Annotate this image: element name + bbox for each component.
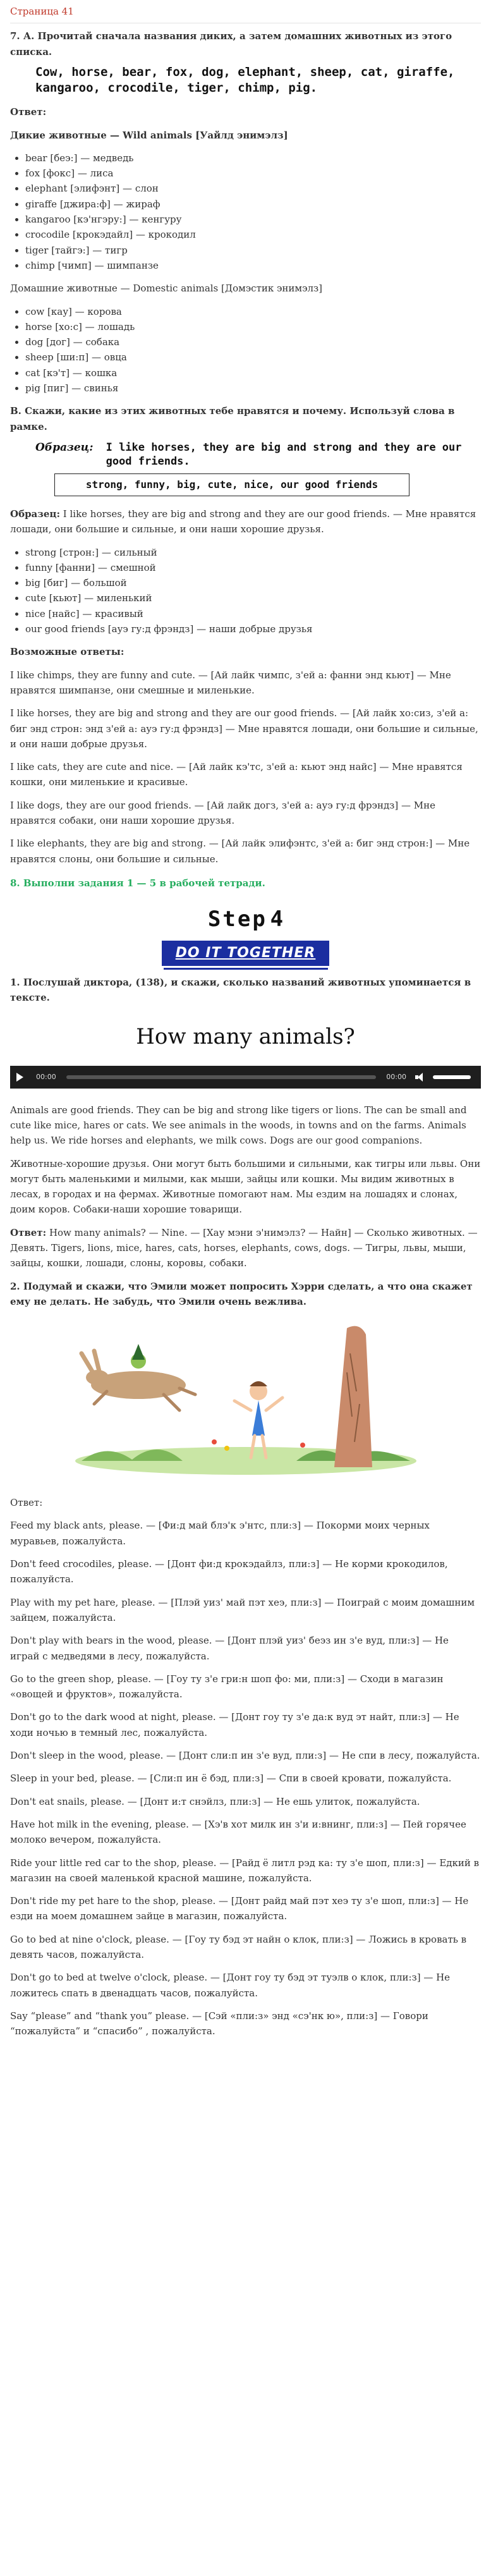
list-item: • bear [беэ:] — медведь <box>25 150 481 166</box>
list-item: • nice [найс] — красивый <box>25 606 481 621</box>
list-item: • giraffe [джира:ф] — жираф <box>25 197 481 212</box>
task2-line: Don't play with bears in the wood, please. — [Донт плэй уиз' беэз ин з'е вуд, пли:з] — Не играй с медведями в лесу, пожалуйста. <box>10 1635 449 1662</box>
page-number: Страница 41 <box>10 6 74 17</box>
possible-answer: I like cats, they are cute and nice. — [Ай лайк кэ'тс, з'ей а: кьют энд найс] — Мне нравятся кошки, они миленькие и красивые. <box>10 761 463 788</box>
task7-answer-label: Ответ: <box>10 106 47 118</box>
possible-answer: I like chimps, they are funny and cute. — [Ай лайк чимпс, з'ей а: фанни энд кьют] — Мне нравятся шимпанзе, они смешные и миленькие. <box>10 669 451 696</box>
banner-underline <box>164 968 328 970</box>
sample-answer-text: I like horses, they are big and strong and they are our good friends. — Мне нравятся лошади, они большие и сильные, и они наши хорошие друзья. <box>10 508 476 535</box>
list-item: • funny [фанни] — смешной <box>25 560 481 575</box>
audio-player[interactable] <box>10 1066 481 1089</box>
seek-bar[interactable] <box>66 1075 377 1079</box>
task7b-title: В. Скажи, какие из этих животных тебе нравятся и почему. Используй слова в рамке. <box>10 405 455 432</box>
task1-title: 1. Послушай диктора, (138), и скажи, сколько названий животных упоминается в тексте. <box>10 976 471 1004</box>
current-time: 00:00 <box>36 1072 56 1081</box>
step-word: Step <box>207 906 267 932</box>
list-item: • sheep [ши:п] — овца <box>25 350 481 365</box>
task1-answer-label: Ответ: <box>10 1226 47 1238</box>
task1-answer-text: How many animals? — Nine. — [Хау мэни э'нимэлз? — Найн] — Сколько животных. — Девять. Tigers, lions, mice, hares, cats, horses, elephants, cows, dogs. — Тигры, львы, мыши, зайцы, кошки, лошади, слоны, коровы, собаки. <box>10 1226 478 1269</box>
task2-line: Don't eat snails, please. — [Донт и:т снэйлз, пли:з] — Не ешь улиток, пожалуйста. <box>10 1795 420 1807</box>
sample-label: Образец: <box>35 441 94 454</box>
task2-title: 2. Подумай и скажи, что Эмили может попросить Хэрри сделать, а что она скажет ему не делать. Не забудь, что Эмили очень вежлива. <box>10 1280 473 1307</box>
list-item: • cat [кэ'т] — кошка <box>25 365 481 381</box>
illustration-hare-and-tree <box>69 1315 423 1480</box>
task2-line: Don't sleep in the wood, please. — [Донт сли:п ин з'е вуд, пли:з] — Не спи в лесу, пожалуйста. <box>10 1750 480 1762</box>
duration-time: 00:00 <box>386 1072 406 1081</box>
volume-slider[interactable] <box>433 1075 471 1079</box>
task2-line: Say “please” and “thank you” please. — [Сэй «пли:з» энд «сэ'нк ю», пли:з] — Говори “пожалуйста” и “спасибо” , пожалуйста. <box>10 2010 428 2037</box>
possible-answer: I like horses, they are big and strong and they are our good friends. — [Ай лайк хо:сиз, з'ей а: биг энд строн: энд з'ей а: ауэ гу:д фрэндз] — Мне нравятся лошади, они большие и сильные, и они наши добрые друзья. <box>10 707 478 750</box>
task2-line: Don't ride my pet hare to the shop, please. — [Донт райд май пэт хеэ ту з'е шоп, пли:з] — Не езди на моем домашнем зайце в магазин, пожалуйста. <box>10 1895 469 1922</box>
possible-answers-label: Возможные ответы: <box>10 646 124 658</box>
list-item: • dog [дог] — собака <box>25 334 481 350</box>
task2-line: Have hot milk in the evening, please. — [Хэ'в хот милк ин з'и и:внинг, пли:з] — Пей горячее молоко вечером, пожалуйста. <box>10 1818 466 1846</box>
possible-answer: I like elephants, they are big and strong. — [Ай лайк элифэнтс, з'ей а: биг энд строн:] — Мне нравятся слоны, они большие и сильные. <box>10 838 470 865</box>
list-item: • tiger [тайгэ:] — тигр <box>25 243 481 258</box>
listening-text-en: Animals are good friends. They can be big and strong like tigers or lions. The can be small and cute like mice, hares or cats. We see animals in the woods, in towns and on the farms. Animals help us. We ride horses and elephants, we milk cows. Dogs are our good companions. <box>10 1104 467 1147</box>
task2-line: Don't go to bed at twelve o'clock, please. — [Донт гоу ту бэд эт туэлв о клок, пли:з] — Не ложитесь спать в двенадцать часов, пожалуйста. <box>10 1972 451 1999</box>
list-item: • strong [строн:] — сильный <box>25 545 481 560</box>
wild-animals-heading: Дикие животные — Wild animals [Уайлд энимэлз] <box>10 129 288 141</box>
list-item: • fox [фокс] — лиса <box>25 166 481 181</box>
play-icon[interactable] <box>16 1073 23 1082</box>
list-item: • elephant [элифэнт] — слон <box>25 181 481 196</box>
sample-text: I like horses, they are big and strong and they are our good friends. <box>106 441 462 468</box>
list-item: • kangaroo [кэ'нгэру:] — кенгуру <box>25 212 481 227</box>
words-list <box>10 545 481 637</box>
task2-line: Ride your little red car to the shop, please. — [Райд ё литл рэд ка: ту з'е шоп, пли:з] — Едкий в магазин на своей маленькой красной машине, пожалуйста. <box>10 1857 480 1884</box>
listening-title: How many animals? <box>136 1023 355 1049</box>
step-header <box>10 902 481 970</box>
sample-answer <box>10 506 481 537</box>
sample-answer-label: Образец: <box>10 508 61 520</box>
domestic-animals-list <box>10 304 481 396</box>
do-it-together-banner: DO IT TOGETHER <box>162 941 330 966</box>
wild-animals-list <box>10 150 481 273</box>
word-box: strong, funny, big, cute, nice, our good friends <box>54 473 409 496</box>
task2-line: Play with my pet hare, please. — [Плэй уиз' май пэт хеэ, пли:з] — Поиграй с моим домашним зайцем, пожалуйста. <box>10 1596 475 1623</box>
task2-line: Go to bed at nine o'clock, please. — [Гоу ту бэд эт найн о клок, пли:з] — Ложись в кровать в девять часов, пожалуйста. <box>10 1933 467 1960</box>
volume-icon[interactable] <box>415 1073 425 1082</box>
task2-line: Don't feed crocodiles, please. — [Донт фи:д крокэдайлз, пли:з] — Не корми крокодилов, пожалуйста. <box>10 1558 448 1585</box>
task8-title: 8. Выполни задания 1 — 5 в рабочей тетради. <box>10 877 265 889</box>
list-item: • horse [хо:с] — лошадь <box>25 319 481 334</box>
list-item: • our good friends [ауэ гу:д фрэндз] — наши добрые друзья <box>25 621 481 637</box>
task2-line: Feed my black ants, please. — [Фи:д май блэ'к э'нтс, пли:з] — Покорми моих черных муравьев, пожалуйста. <box>10 1520 430 1547</box>
task1-answer <box>10 1225 481 1271</box>
list-item: • crocodile [крокэдайл] — крокодил <box>25 227 481 242</box>
possible-answer: I like dogs, they are our good friends. — [Ай лайк догз, з'ей а: ауэ гу:д фрэндз] — Мне нравятся собаки, они наши хорошие друзья. <box>10 799 435 827</box>
list-item: • cute [кьют] — миленький <box>25 590 481 606</box>
task7-book-text: Cow, horse, bear, fox, dog, elephant, sheep, cat, giraffe, kangaroo, crocodile, tiger, chimp, pig. <box>35 64 455 95</box>
task7-title: 7. А. Прочитай сначала названия диких, а затем домашних животных из этого списка. <box>10 30 452 58</box>
list-item: • big [биг] — большой <box>25 575 481 590</box>
sample-block <box>35 441 481 468</box>
list-item: • cow [кау] — корова <box>25 304 481 319</box>
step-number: 4 <box>270 906 284 932</box>
task2-line: Go to the green shop, please. — [Гоу ту з'е гри:н шоп фо: ми, пли:з] — Сходи в магазин «овощей и фруктов», пожалуйста. <box>10 1673 444 1700</box>
domestic-animals-heading: Домашние животные — Domestic animals [Домэстик энимэлз] <box>10 283 323 295</box>
task2-answer-label: Ответ: <box>10 1497 43 1509</box>
task2-line: Don't go to the dark wood at night, please. — [Донт гоу ту з'е да:к вуд эт найт, пли:з] — Не ходи ночью в темный лес, пожалуйста. <box>10 1711 459 1738</box>
task2-line: Sleep in your bed, please. — [Сли:п ин ё бэд, пли:з] — Спи в своей кровати, пожалуйста. <box>10 1773 452 1785</box>
list-item: • chimp [чимп] — шимпанзе <box>25 258 481 273</box>
list-item: • pig [пиг] — свинья <box>25 381 481 396</box>
listening-text-ru: Животные-хорошие друзья. Они могут быть большими и сильными, как тигры или львы. Они могут быть маленькими и милыми, как мыши, зайцы или кошки. Мы видим животных в лесах, в городах и на фермах. Животные помогают нам. Мы ездим на лошадях и слонах, доим коров. Собаки-наши хорошие товарищи. <box>10 1157 481 1216</box>
